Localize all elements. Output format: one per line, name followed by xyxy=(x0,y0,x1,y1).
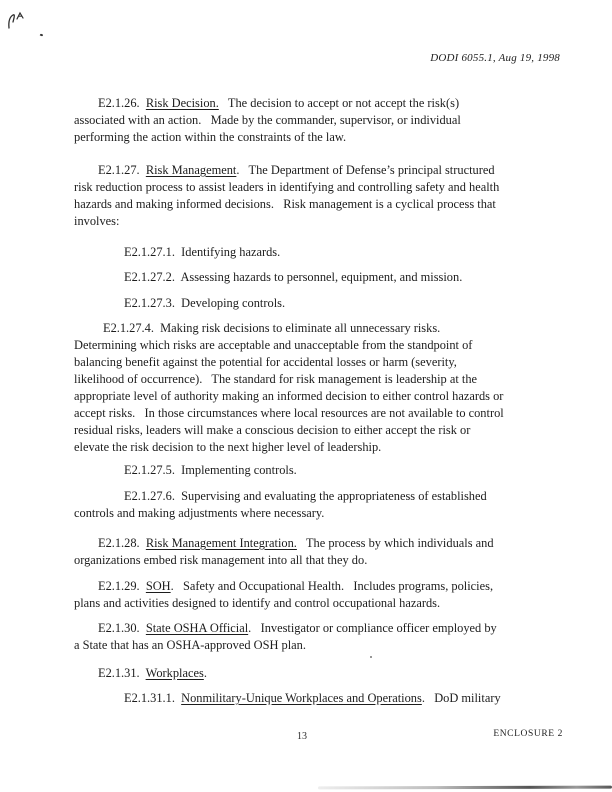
text-line xyxy=(74,405,576,422)
enclosure-label: ENCLOSURE 2 xyxy=(493,729,563,739)
text-run: balancing benefit against the potential for accidental losses or harm (severity, xyxy=(74,355,457,369)
text-run: E2.1.27.5. Implementing controls. xyxy=(124,463,297,477)
text-run: organizations embed risk management into all that they do. xyxy=(74,553,368,567)
text-run: E2.1.27.1. Identifying hazards. xyxy=(124,245,281,259)
text-run: likelihood of occurrence). The standard for risk management is leadership at the xyxy=(74,372,478,386)
text-run: involves: xyxy=(74,214,120,228)
text-line xyxy=(74,595,576,612)
handwritten-scribble-mark xyxy=(5,10,31,37)
defined-term: State OSHA Official xyxy=(145,621,249,635)
text-run: appropriate level of authority making an informed decision to either control hazards or xyxy=(74,389,504,403)
text-run: performing the action within the constraints of the law. xyxy=(74,130,347,144)
text-run: . Investigator or compliance officer employed by xyxy=(248,621,497,635)
text-run: E2.1.27.2. Assessing hazards to personnel, equipment, and mission. xyxy=(124,270,463,284)
defined-term: Nonmilitary-Unique Workplaces and Operations xyxy=(181,691,422,705)
text-run: E2.1.31.1. xyxy=(124,691,182,705)
text-line xyxy=(74,244,576,261)
text-run: controls and making adjustments where necessary. xyxy=(74,506,325,520)
text-run: E2.1.27.4. Making risk decisions to eliminate all unnecessary risks. xyxy=(103,321,441,335)
text-run: E2.1.27. xyxy=(98,163,146,177)
paragraph xyxy=(74,269,576,286)
text-run: E2.1.28. xyxy=(98,536,146,550)
text-run: E2.1.29. xyxy=(98,579,146,593)
text-run: E2.1.31. xyxy=(98,666,146,680)
text-line xyxy=(74,162,576,179)
text-run: . The Department of Defense’s principal structured xyxy=(236,163,495,177)
scanner-edge-artifact xyxy=(318,786,612,790)
paragraph xyxy=(74,535,576,569)
text-line xyxy=(74,488,576,505)
document-body xyxy=(74,95,576,707)
text-line xyxy=(74,637,576,654)
text-line xyxy=(74,388,576,405)
text-run: associated with an action. Made by the commander, supervisor, or individual xyxy=(74,113,461,127)
text-line xyxy=(74,690,576,707)
text-line xyxy=(74,505,576,522)
text-line xyxy=(74,552,576,569)
text-run: . xyxy=(203,666,207,680)
text-line xyxy=(74,179,576,196)
paragraph xyxy=(74,488,576,522)
page-number: 13 xyxy=(297,731,307,742)
text-run: . Safety and Occupational Health. Includes programs, policies, xyxy=(170,579,494,593)
text-line xyxy=(74,620,576,637)
text-run: . DoD military xyxy=(421,691,501,705)
paragraph xyxy=(74,462,576,479)
text-line xyxy=(74,462,576,479)
paragraph xyxy=(74,95,576,146)
text-line xyxy=(74,439,576,456)
text-run: The decision to accept or not accept the risk(s) xyxy=(218,96,460,110)
text-run: risk reduction process to assist leaders in identifying and controlling safety and health xyxy=(74,180,500,194)
text-run: E2.1.26. xyxy=(98,96,146,110)
defined-term: SOH xyxy=(145,579,171,593)
paragraph xyxy=(74,620,576,654)
text-run: residual risks, leaders will make a conscious decision to either accept the risk or xyxy=(74,423,471,437)
text-run: a State that has an OSHA-approved OSH plan. xyxy=(74,638,306,652)
text-line xyxy=(74,129,576,146)
paragraph xyxy=(74,578,576,612)
defined-term: Risk Decision. xyxy=(145,96,219,110)
text-line xyxy=(74,535,576,552)
text-line xyxy=(74,337,576,354)
paragraph xyxy=(74,295,576,312)
paragraph xyxy=(74,244,576,261)
text-line xyxy=(74,320,576,337)
text-line xyxy=(74,196,576,213)
text-run: plans and activities designed to identify and control occupational hazards. xyxy=(74,596,441,610)
text-line xyxy=(74,371,576,388)
text-line xyxy=(74,269,576,286)
text-line xyxy=(74,112,576,129)
paragraph xyxy=(74,690,576,707)
defined-term: Risk Management xyxy=(145,163,237,177)
ink-dot xyxy=(40,34,44,37)
text-line xyxy=(74,213,576,230)
text-run: elevate the risk decision to the next higher level of leadership. xyxy=(74,440,382,454)
paragraph xyxy=(74,665,576,682)
text-run: The process by which individuals and xyxy=(296,536,494,550)
text-run: accept risks. In those circumstances where local resources are not available to control xyxy=(74,406,504,420)
text-run: E2.1.27.3. Developing controls. xyxy=(124,296,286,310)
text-run: Determining which risks are acceptable and unacceptable from the standpoint of xyxy=(74,338,473,352)
text-line xyxy=(74,95,576,112)
document-reference-header: DODI 6055.1, Aug 19, 1998 xyxy=(430,52,560,64)
text-line xyxy=(74,578,576,595)
text-line xyxy=(74,422,576,439)
paragraph xyxy=(74,162,576,230)
text-run: E2.1.30. xyxy=(98,621,146,635)
text-run: E2.1.27.6. Supervising and evaluating the appropriateness of established xyxy=(124,489,487,503)
defined-term: Workplaces xyxy=(145,666,204,680)
text-line xyxy=(74,295,576,312)
text-run: hazards and making informed decisions. Risk management is a cyclical process that xyxy=(74,197,496,211)
defined-term: Risk Management Integration. xyxy=(145,536,297,550)
paragraph xyxy=(74,320,576,456)
text-line xyxy=(74,354,576,371)
text-line xyxy=(74,665,576,682)
